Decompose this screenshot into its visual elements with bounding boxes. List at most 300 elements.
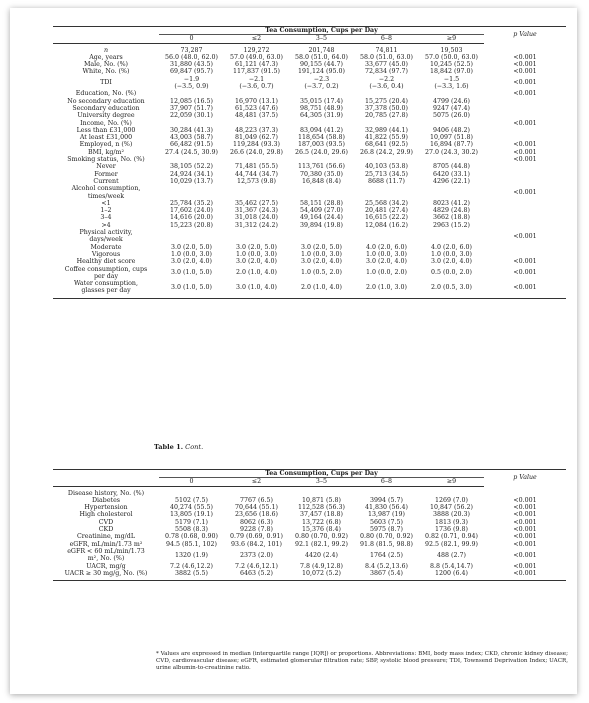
table-cell: 0.5 (0.0, 2.0) <box>431 269 472 277</box>
table-row <box>53 98 566 105</box>
table-cell: 187,003 (93.5) <box>298 141 345 149</box>
table-cell <box>159 120 224 127</box>
pvalue-cell <box>484 244 566 251</box>
table-cell: 1320 (1.9) <box>175 551 208 559</box>
row-label: Water consumption, glasses per day <box>53 280 159 298</box>
table-cell: 98,751 (48.9) <box>300 104 343 112</box>
table-cell: 8.8 (5.4,14.7) <box>430 562 473 570</box>
table-cell: 1.0 (0.5, 2.0) <box>301 269 342 277</box>
table-cell: 20,481 (27.4) <box>365 207 408 215</box>
row-label: Vigorous <box>91 250 121 258</box>
table-cell: 4.0 (2.0, 6.0) <box>366 243 407 251</box>
pvalue-cell <box>484 171 566 178</box>
table-row <box>53 120 566 127</box>
row-label: CVD <box>98 518 114 526</box>
row-label: 1–2 <box>100 207 112 215</box>
table-cell: 54,409 (27.0) <box>300 207 343 215</box>
table-cell: 9406 (48.2) <box>433 126 470 134</box>
table-row <box>53 570 566 581</box>
table-cell: 1269 (7.0) <box>435 496 468 504</box>
row-label: Current <box>93 177 119 185</box>
table-cell: 2.0 (1.0, 4.0) <box>289 280 354 298</box>
table-cell: 57.0 (50.0, 63.0) <box>425 53 478 61</box>
table-row <box>53 541 566 548</box>
table-row <box>53 171 566 178</box>
table-cell <box>354 90 419 97</box>
table-cell: 7.8 (4.9,12.8) <box>300 562 343 570</box>
table-cell: 83,094 (41.2) <box>300 126 343 134</box>
table-cell: 24,924 (34.1) <box>170 170 213 178</box>
row-label: BMI, kg/m² <box>87 148 125 156</box>
table-cell: 64,305 (31.9) <box>300 112 343 120</box>
table-cell: 23,656 (18.6) <box>235 511 278 519</box>
table-cell: 56.0 (48.0, 62.0) <box>165 53 218 61</box>
table-cell <box>419 156 484 163</box>
table-cell: 8062 (6.3) <box>240 518 273 526</box>
column-header: 3–5 <box>289 35 354 43</box>
table-cell: 8023 (41.2) <box>433 199 470 207</box>
table-cell <box>224 185 289 200</box>
table-cell: 41,830 (56.4) <box>365 504 408 512</box>
column-header: 6–8 <box>354 35 419 43</box>
column-header: 0 <box>159 478 224 486</box>
table-cell <box>289 229 354 244</box>
row-label: At least £31,000 <box>79 134 133 142</box>
table-cell <box>159 185 224 200</box>
table-cell: 3.0 (2.0, 4.0) <box>171 258 212 266</box>
row-label: UACR ≥ 30 mg/g, No. (%) <box>53 570 159 581</box>
pvalue-cell <box>484 178 566 185</box>
table-cell <box>159 90 224 97</box>
row-label: Creatinine, mg/dL <box>76 533 136 541</box>
pvalue-cell <box>484 134 566 141</box>
table-cell <box>289 185 354 200</box>
table-row <box>53 533 566 540</box>
pvalue-cell: <0.001 <box>513 518 537 526</box>
pvalue-cell: <0.001 <box>513 188 537 196</box>
pvalue-cell <box>484 112 566 119</box>
table-cell: 2.0 (1.0, 3.0) <box>354 280 419 298</box>
table-cell: 5603 (7.5) <box>370 518 403 526</box>
table-cell: 26.5 (24.0, 29.6) <box>295 148 348 156</box>
table-cell: 48,481 (37.5) <box>235 112 278 120</box>
table-row <box>53 76 566 91</box>
table-cell: 40,103 (53.8) <box>365 163 408 171</box>
table-cell: 15,376 (8.4) <box>302 526 341 534</box>
table-cell <box>224 486 289 497</box>
table-cell: 13,987 (19) <box>368 511 405 519</box>
table-cell: −2.2 (−3.6, 0.4) <box>369 75 404 91</box>
table-cell: 41,822 (55.9) <box>365 134 408 142</box>
continued-table <box>53 469 566 581</box>
table-cell: 1813 (9.3) <box>435 518 468 526</box>
row-label: <1 <box>101 199 111 207</box>
table-cell: 7767 (6.5) <box>240 496 273 504</box>
table-cell: 3867 (5.4) <box>354 570 419 581</box>
table-row <box>53 149 566 156</box>
row-label: Smoking status, No. (%) <box>67 156 145 164</box>
pvalue-cell <box>484 127 566 134</box>
table-cell <box>289 90 354 97</box>
pvalue-cell: <0.001 <box>513 61 537 69</box>
table-cell <box>224 229 289 244</box>
table-cell <box>289 156 354 163</box>
pvalue-cell <box>484 98 566 105</box>
table-cell: 12,084 (16.2) <box>365 221 408 229</box>
table-cell: 4420 (2.4) <box>305 551 338 559</box>
table-cell <box>419 229 484 244</box>
table-row <box>53 486 566 497</box>
table-cell: −1.5 (−3.3, 1.6) <box>434 75 469 91</box>
table-cell: 39,894 (19.8) <box>300 221 343 229</box>
table-cell: 37,457 (18.8) <box>300 511 343 519</box>
table-cell: 57.0 (49.0, 63.0) <box>230 53 283 61</box>
table-cell: 70,380 (35.0) <box>300 170 343 178</box>
table-cell: 12,573 (9.8) <box>237 177 276 185</box>
table-cell: 37,378 (50.0) <box>365 104 408 112</box>
table-cell: 6463 (5.2) <box>224 570 289 581</box>
table-row <box>53 61 566 68</box>
table-cell: 2963 (15.2) <box>433 221 470 229</box>
table-cell: 7.2 (4.6,12.1) <box>235 562 278 570</box>
table-row <box>53 563 566 570</box>
table-row <box>53 519 566 526</box>
pvalue-cell <box>484 222 566 229</box>
table-cell: 10,097 (51.8) <box>430 134 473 142</box>
pvalue-cell: <0.001 <box>513 551 537 559</box>
pvalue-cell: <0.001 <box>513 496 537 504</box>
pvalue-cell: <0.001 <box>513 533 537 541</box>
table-cell: 5508 (8.3) <box>175 526 208 534</box>
table-cell: 49,164 (24.4) <box>300 214 343 222</box>
table-cell: 488 (2.7) <box>437 551 466 559</box>
table-row <box>53 134 566 141</box>
table-cell: 1.0 (0.0, 3.0) <box>171 250 212 258</box>
table-cell: 26.6 (24.0, 29.8) <box>230 148 283 156</box>
row-label-header <box>53 27 159 35</box>
table-row <box>53 526 566 533</box>
table-cell: 58,151 (28.8) <box>300 199 343 207</box>
table-cell: 5975 (8.7) <box>370 526 403 534</box>
table-row <box>53 258 566 265</box>
row-label: eGFR < 60 mL/min/1.73 m², No. (%) <box>67 547 145 563</box>
table-cell: 37,907 (51.7) <box>170 104 213 112</box>
table-cell: 38,105 (52.2) <box>170 163 213 171</box>
table-cell: 94.5 (85.1, 102) <box>166 540 217 548</box>
table-row <box>53 280 566 298</box>
table-row <box>53 156 566 163</box>
pvalue-cell: <0.001 <box>513 232 537 240</box>
table-row <box>53 244 566 251</box>
row-label: 3–4 <box>100 214 112 222</box>
table-row <box>53 163 566 170</box>
table-cell: 15,223 (20.8) <box>170 221 213 229</box>
table-row <box>53 43 566 54</box>
row-label: High cholesterol <box>79 511 133 519</box>
table-cell: 20,785 (27.8) <box>365 112 408 120</box>
table-cell: 4799 (24.6) <box>433 97 470 105</box>
table-cell: 1.0 (0.0, 3.0) <box>366 250 407 258</box>
table-cell: 25,568 (34.2) <box>365 199 408 207</box>
pvalue-cell <box>484 105 566 112</box>
table-cell: 4296 (22.1) <box>433 177 470 185</box>
table-cell: 25,713 (34.5) <box>365 170 408 178</box>
table-cell <box>224 120 289 127</box>
table-cell: 3.0 (1.0, 4.0) <box>224 280 289 298</box>
table-caption: Table 1. Cont. <box>154 443 204 451</box>
pvalue-header: p Value <box>484 27 566 44</box>
pvalue-cell: <0.001 <box>513 53 537 61</box>
table-cell: 16,615 (22.2) <box>365 214 408 222</box>
table-cell <box>419 486 484 497</box>
pvalue-cell <box>484 200 566 207</box>
table-cell: 74,811 <box>375 46 398 54</box>
pvalue-cell: <0.001 <box>484 280 566 298</box>
table-footnote: * Values are expressed in median (interquartile range [IQR]) or proportions. Abbreviations: BMI, body mass index; CKD, chronic kidney disease; CVD, cardiovascular disease; eGFR, estimated glomerular filtration rate; SBP, systolic blood pressure; TDI, Townsend Deprivation Index; UACR, urine albumin-to-creatinine ratio. <box>156 651 568 672</box>
pvalue-cell <box>484 214 566 221</box>
table-cell: 0.80 (0.70, 0.92) <box>295 533 348 541</box>
pvalue-header: p Value <box>484 470 566 487</box>
table-cell: 1764 (2.5) <box>370 551 403 559</box>
table-cell <box>159 486 224 497</box>
table-cell: 61,121 (47.3) <box>235 61 278 69</box>
row-label: Education, No. (%) <box>75 90 137 98</box>
pvalue-cell: <0.001 <box>513 148 537 156</box>
table-cell: 40,274 (55.5) <box>170 504 213 512</box>
pvalue-cell: <0.001 <box>513 540 537 548</box>
table-row <box>53 127 566 134</box>
table-cell: 73,287 <box>180 46 203 54</box>
table-cell: 4.0 (2.0, 6.0) <box>431 243 472 251</box>
row-label: UACR, mg/g <box>86 562 126 570</box>
table-cell: 58.0 (51.0, 64.0) <box>295 53 348 61</box>
table-cell: 6420 (33.1) <box>433 170 470 178</box>
table-cell: 3888 (20.3) <box>433 511 470 519</box>
table-cell: 118,654 (58.8) <box>298 134 345 142</box>
table-cell: 8.4 (5.2,13.6) <box>365 562 408 570</box>
table-cell <box>419 90 484 97</box>
table-cell: 4829 (24.8) <box>433 207 470 215</box>
row-label: Income, No. (%) <box>80 119 132 127</box>
row-label: University degree <box>77 112 135 120</box>
table-cell: 27.4 (24.5, 30.9) <box>165 148 218 156</box>
table-cell: 129,272 <box>243 46 270 54</box>
table-cell <box>289 120 354 127</box>
table-cell: 1.0 (0.0, 3.0) <box>301 250 342 258</box>
table-cell: 31,018 (24.0) <box>235 214 278 222</box>
row-label: White, No. (%) <box>82 68 130 76</box>
pvalue-cell: <0.001 <box>513 68 537 76</box>
pvalue-cell <box>484 163 566 170</box>
table-row <box>53 90 566 97</box>
table-cell <box>354 156 419 163</box>
table-cell <box>224 90 289 97</box>
table-cell: 92.1 (82.1, 99.2) <box>295 540 348 548</box>
row-label: Healthy diet score <box>76 258 136 266</box>
table-cell: 48,223 (37.3) <box>235 126 278 134</box>
table-cell: 10,245 (52.5) <box>430 61 473 69</box>
row-label: Employed, n (%) <box>79 141 133 149</box>
table-cell: 30,284 (41.3) <box>170 126 213 134</box>
table-row <box>53 54 566 61</box>
table-cell: 14,616 (20.0) <box>170 214 213 222</box>
table-row <box>53 497 566 504</box>
table-cell: 13,805 (19.1) <box>170 511 213 519</box>
column-header: ≥9 <box>419 35 484 43</box>
table-cell: 119,284 (93.3) <box>233 141 280 149</box>
group-header: Tea Consumption, Cups per Day <box>159 470 484 478</box>
table-cell: 0.78 (0.68, 0.90) <box>165 533 218 541</box>
table-cell: −1.9 (−3.5, 0.9) <box>174 75 209 91</box>
pvalue-cell: <0.001 <box>513 526 537 534</box>
table-cell <box>354 120 419 127</box>
pvalue-cell <box>484 486 566 497</box>
row-label: No secondary education <box>67 97 145 105</box>
table-cell: 3.0 (1.0, 5.0) <box>171 269 212 277</box>
table-cell <box>289 486 354 497</box>
table-cell: 10,029 (13.7) <box>170 177 213 185</box>
table-cell: 26.8 (24.2, 29.9) <box>360 148 413 156</box>
table-cell: 90,155 (44.7) <box>300 61 343 69</box>
baseline-table <box>53 26 566 299</box>
table-cell: 10,871 (5.8) <box>302 496 341 504</box>
table-cell: 1.0 (0.0, 3.0) <box>236 250 277 258</box>
table-cell: 16,848 (8.4) <box>302 177 341 185</box>
table-cell: 9228 (7.8) <box>240 526 273 534</box>
pvalue-cell: <0.001 <box>513 79 537 87</box>
table-cell: 3.0 (2.0, 4.0) <box>301 258 342 266</box>
table-cell: 3.0 (2.0, 5.0) <box>301 243 342 251</box>
table-cell: 31,367 (24.3) <box>235 207 278 215</box>
table-cell: 32,989 (44.1) <box>365 126 408 134</box>
pvalue-cell: <0.001 <box>513 90 537 98</box>
row-label: CKD <box>98 526 114 534</box>
table-cell <box>419 185 484 200</box>
pvalue-cell <box>484 251 566 258</box>
table-row <box>53 504 566 511</box>
table-cell: 71,481 (55.5) <box>235 163 278 171</box>
table-cell <box>354 185 419 200</box>
table-row <box>53 178 566 185</box>
table-cell: 0.79 (0.69, 0.91) <box>230 533 283 541</box>
row-label: Secondary education <box>72 104 140 112</box>
table-row <box>53 251 566 258</box>
table-cell: 112,528 (56.3) <box>298 504 345 512</box>
table-cell: 1200 (6.4) <box>419 570 484 581</box>
row-label: Disease history, No. (%) <box>67 489 145 497</box>
table-cell: 70,644 (55.1) <box>235 504 278 512</box>
row-label: Coffee consumption, cups per day <box>64 265 148 280</box>
table-cell: 1.0 (0.0, 2.0) <box>366 269 407 277</box>
row-label: TDI <box>100 79 112 87</box>
table-cell: 1.0 (0.0, 3.0) <box>431 250 472 258</box>
table-row <box>53 548 566 563</box>
row-label: Alcohol consumption, times/week <box>71 185 141 200</box>
row-label: eGFR, mL/min/1.73 m² <box>69 540 143 548</box>
table-cell: 92.5 (82.1, 99.9) <box>425 540 478 548</box>
table-row <box>53 141 566 148</box>
table-cell: 0.80 (0.70, 0.92) <box>360 533 413 541</box>
table-cell: 91.8 (81.5, 98.8) <box>360 540 413 548</box>
table-cell: 61,523 (47.6) <box>235 104 278 112</box>
table-cell: 69,847 (95.7) <box>170 68 213 76</box>
table-cell: 19,503 <box>440 46 463 54</box>
pvalue-cell: <0.001 <box>513 141 537 149</box>
row-label: Moderate <box>90 243 122 251</box>
table-cell: 10,072 (5.2) <box>289 570 354 581</box>
row-label: Physical activity, days/week <box>79 229 133 244</box>
table-cell: 117,837 (91.5) <box>233 68 280 76</box>
row-label: Diabetes <box>91 496 121 504</box>
pvalue-cell <box>484 43 566 54</box>
table-cell: −2.3 (−3.7, 0.2) <box>304 75 339 91</box>
table-cell: 5179 (7.1) <box>175 518 208 526</box>
table-cell: 2373 (2.0) <box>240 551 273 559</box>
pvalue-cell: <0.001 <box>513 562 537 570</box>
row-label: Former <box>94 170 118 178</box>
pvalue-cell <box>484 207 566 214</box>
table-cell: 3.0 (2.0, 5.0) <box>236 243 277 251</box>
table-cell: 3.0 (1.0, 5.0) <box>159 280 224 298</box>
table-cell: 3662 (18.8) <box>433 214 470 222</box>
table-cell: 25,784 (35.2) <box>170 199 213 207</box>
table-cell: −2.1 (−3.6, 0.7) <box>239 75 274 91</box>
table-cell: 31,880 (43.5) <box>170 61 213 69</box>
table-cell: 17,602 (24.0) <box>170 207 213 215</box>
row-label: Never <box>96 163 116 171</box>
table-cell: 58.0 (51.0, 63.0) <box>360 53 413 61</box>
pvalue-cell: <0.001 <box>513 504 537 512</box>
table-row <box>53 105 566 112</box>
table-cell: 33,677 (45.0) <box>365 61 408 69</box>
table-row <box>53 214 566 221</box>
table-cell: 27.0 (24.3, 30.2) <box>425 148 478 156</box>
table-cell: 191,124 (95.0) <box>298 68 345 76</box>
table-row <box>53 68 566 75</box>
table-cell: 7.2 (4.6,12.2) <box>170 562 213 570</box>
table-cell: 13,722 (6.8) <box>302 518 341 526</box>
row-label: n <box>103 46 109 54</box>
table-cell: 3.0 (2.0, 4.0) <box>366 258 407 266</box>
table-cell: 16,970 (13.1) <box>235 97 278 105</box>
table-cell: 93.6 (84.2, 101) <box>231 540 282 548</box>
table-cell: 16,894 (87.7) <box>430 141 473 149</box>
column-header: ≤2 <box>224 478 289 486</box>
table-cell: 3882 (5.5) <box>159 570 224 581</box>
table-cell <box>419 120 484 127</box>
table-cell: 43,003 (58.7) <box>170 134 213 142</box>
table-cell: 5075 (26.0) <box>433 112 470 120</box>
table-cell: 3.0 (2.0, 5.0) <box>171 243 212 251</box>
document-sheet <box>10 8 577 694</box>
table-cell: 68,641 (92.5) <box>365 141 408 149</box>
column-header: ≥9 <box>419 478 484 486</box>
pvalue-cell: <0.001 <box>513 119 537 127</box>
table-cell: 18,842 (97.0) <box>430 68 473 76</box>
column-header: ≤2 <box>224 35 289 43</box>
table-cell: 0.82 (0.71, 0.94) <box>425 533 478 541</box>
table-cell: 10,847 (56.2) <box>430 504 473 512</box>
group-header: Tea Consumption, Cups per Day <box>159 27 484 35</box>
table-cell: 81,049 (62.7) <box>235 134 278 142</box>
column-header: 3–5 <box>289 478 354 486</box>
table-cell <box>159 156 224 163</box>
table-cell: 2.0 (0.5, 3.0) <box>419 280 484 298</box>
table-row <box>53 266 566 281</box>
table-row <box>53 185 566 200</box>
table-cell: 201,748 <box>308 46 335 54</box>
table-cell <box>354 486 419 497</box>
